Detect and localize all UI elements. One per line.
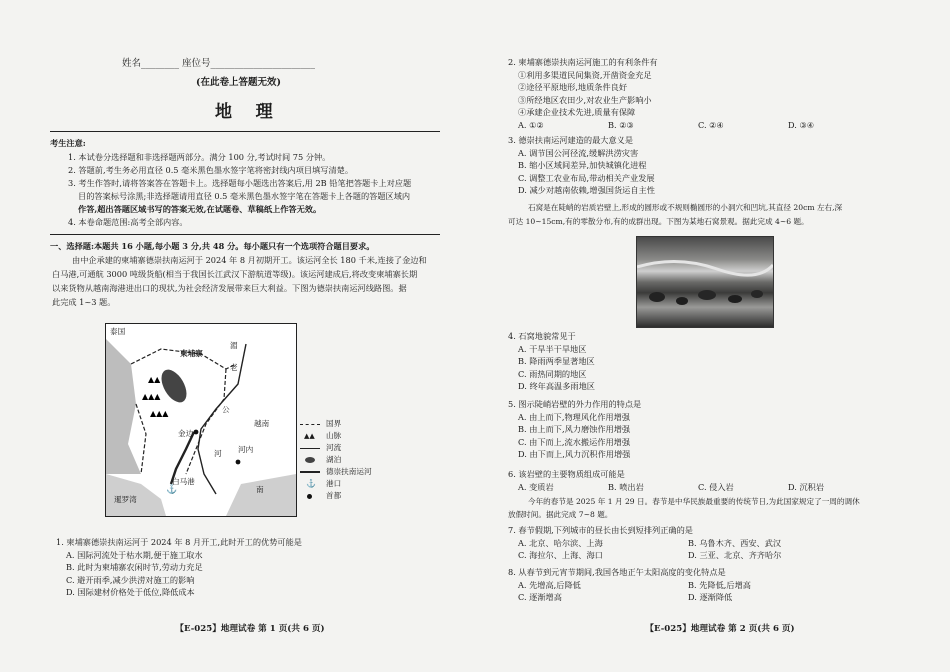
label-mei: 湄 (230, 341, 238, 350)
attention-1: 1. 本试卷分选择题和非选择题两部分。满分 100 分,考试时间 75 分钟。 (68, 152, 331, 162)
q8-options-row-2 (508, 591, 918, 604)
title-divider (50, 131, 440, 132)
label-thailand: 泰国 (110, 327, 126, 336)
q2-option-d[interactable]: D. ③④ (788, 119, 815, 130)
passage-1-line-4: 此完成 1~3 题。 (52, 297, 116, 307)
attention-3b: 目的答案标号涂黑;非选择题请用直径 0.5 毫米黑色墨水签字笔在答题卡上各题的答题区域内 (78, 191, 411, 201)
q2-option-a[interactable]: A. ①② (518, 119, 544, 130)
q2-item-4: ④承建企业技术先进,质量有保障 (518, 107, 636, 118)
q8-option-c[interactable]: C. 逐渐增高 (518, 592, 562, 603)
attention-3c: 作答,超出答题区域书写的答案无效,在试题卷、草稿纸上作答无效。 (78, 204, 322, 214)
q8-option-d[interactable]: D. 逐渐降低 (688, 592, 733, 603)
passage-3-line-1: 今年的春节是 2025 年 1 月 29 日。春节是中华民族最重要的传统节日,为此国家规定了一周的调休 (528, 497, 860, 506)
q5-option-c[interactable]: C. 由下而上,流水搬运作用增强 (518, 436, 631, 447)
question-4 (508, 330, 918, 393)
port-icon: ⚓ (166, 485, 178, 495)
attention-divider (50, 234, 440, 235)
passage-2-line-2: 可达 10~15cm,有的零散分布,有的成群出现。下图为某地石窝景观。据此完成 4~6 题。 (508, 217, 809, 226)
section-1-heading: 一、选择题:本题共 16 小题,每小题 3 分,共 48 分。每小题只有一个选项符合题目要求。 (50, 241, 375, 251)
q8-stem: 8. 从春节到元宵节期间,我国各地正午太阳高度的变化特点是 (508, 567, 726, 577)
q8-options-row-1 (508, 579, 918, 592)
label-nan: 南 (256, 485, 264, 494)
label-he: 河 (214, 449, 222, 458)
passage-1-line-1: 由中企承建的柬埔寨德崇扶南运河于 2024 年 8 月初期开工。该运河全长 180 千米,连接了金边和 (72, 255, 427, 265)
question-5 (508, 398, 918, 461)
label-gulf: 暹罗湾 (114, 495, 137, 504)
q7-option-b[interactable]: B. 乌鲁木齐、西安、武汉 (688, 537, 782, 548)
question-1 (56, 536, 446, 599)
q6-options (508, 481, 918, 494)
phnompenh-dot (194, 430, 199, 435)
q7-option-a[interactable]: A. 北京、哈尔滨、上海 (518, 537, 603, 548)
q2-option-b[interactable]: B. ②③ (608, 119, 634, 130)
passage-1-line-2: 白马港,可通航 3000 吨级货船(相当于我国长江武汉下游航道等级)。该运河建成后,将改变柬埔寨长期 (52, 269, 418, 279)
page-title: 地 理 (215, 102, 273, 122)
label-vietnam: 越南 (254, 419, 270, 428)
name-seat-line: 姓名________ 座位号______________________ (122, 58, 316, 69)
legend-lake: 湖泊 (300, 454, 380, 466)
label-cambodia: 柬埔寨 (180, 349, 203, 358)
border-west (136, 404, 146, 474)
q6-option-c[interactable]: C. 侵入岩 (698, 481, 734, 492)
legend-canal: 德崇扶南运河 (300, 466, 380, 478)
q2-item-3: ③所经地区农田少,对农业生产影响小 (518, 94, 652, 105)
q2-stem: 2. 柬埔寨德崇扶南运河施工的有利条件有 (508, 57, 658, 67)
page-1-footer: 【E-025】地理试卷 第 1 页(共 6 页) (175, 624, 325, 634)
q4-option-b[interactable]: B. 降雨两季显著地区 (518, 356, 595, 367)
q2-options (508, 119, 918, 132)
question-3 (508, 134, 918, 197)
legend-capital: 首都 (300, 490, 380, 502)
q3-option-c[interactable]: C. 调整工农业布局,带动相关产业发展 (518, 172, 655, 183)
legend-port: ⚓ 港口 (306, 479, 342, 488)
q8-option-a[interactable]: A. 先增高,后降低 (518, 579, 581, 590)
q1-stem: 1. 柬埔寨德崇扶南运河于 2024 年 8 月开工,此时开工的优势可能是 (56, 537, 302, 547)
legend-border: 国界 (300, 418, 380, 430)
q7-stem: 7. 春节假期,下列城市的昼长由长到短排列正确的是 (508, 525, 693, 535)
q5-stem: 5. 图示陡峭岩壁的外力作用的特点是 (508, 399, 642, 409)
q4-stem: 4. 石窝地貌常见于 (508, 331, 576, 341)
q1-option-c[interactable]: C. 避开雨季,减少洪涝对施工的影响 (66, 574, 195, 585)
q2-item-2: ②途径平原地形,地质条件良好 (518, 82, 628, 93)
passage-2-line-1: 石窝是在陡峭的岩质岩壁上,形成的圆形或不规则椭圆形的小洞穴和凹坑,其直径 20cm 左右,深 (528, 203, 843, 212)
label-gong: 公 (222, 405, 230, 414)
q4-option-c[interactable]: C. 雨热同期的地区 (518, 368, 587, 379)
photo-texture (637, 237, 773, 327)
attention-2: 2. 答题前,考生务必用直径 0.5 毫米黑色墨水签字笔将密封线内项目填写清楚。 (68, 165, 354, 175)
attention-3: 3. 考生作答时,请将答案答在答题卡上。选择题每小题选出答案后,用 2B 铅笔把答题卡上对应题 (68, 178, 412, 188)
q7-options-row-2 (508, 549, 918, 562)
mountain-2: ▲▲▲ (142, 392, 161, 401)
map-legend (300, 418, 380, 502)
q2-item-1: ①利用多渠道民间集资,开凿资金充足 (518, 69, 652, 80)
q5-option-d[interactable]: D. 由下而上,风力沉积作用增强 (518, 449, 631, 460)
q7-options-row-1 (508, 537, 918, 550)
q3-stem: 3. 德崇扶南运河建造的最大意义是 (508, 135, 634, 145)
answer-notice: (在此卷上答题无效) (196, 77, 281, 88)
tonle-sap-lake (156, 365, 191, 406)
rock-honeycomb-photo (636, 236, 774, 328)
legend-mountain: ▲▲ 山脉 (304, 431, 342, 440)
q7-option-c[interactable]: C. 海拉尔、上海、海口 (518, 550, 603, 561)
q1-option-d[interactable]: D. 国际建材价格处于低位,降低成本 (66, 587, 195, 598)
q1-option-a[interactable]: A. 国际河流处于枯水期,便于施工取水 (66, 549, 203, 560)
label-laos: 老 (230, 363, 238, 372)
question-6 (508, 468, 918, 493)
attention-title: 考生注意: (50, 138, 86, 148)
q3-option-a[interactable]: A. 调节国公河径流,缓解洪涝灾害 (518, 147, 639, 158)
q8-option-b[interactable]: B. 先降低,后增高 (688, 579, 751, 590)
page-2-footer: 【E-025】地理试卷 第 2 页(共 6 页) (645, 624, 795, 634)
q6-option-d[interactable]: D. 沉积岩 (788, 481, 825, 492)
q1-option-b[interactable]: B. 此时为柬埔寨农闲时节,劳动力充足 (66, 562, 203, 573)
q6-stem: 6. 该岩壁的主要物质组成可能是 (508, 469, 625, 479)
q7-option-d[interactable]: D. 三亚、北京、齐齐哈尔 (688, 550, 782, 561)
canal-route-map (105, 323, 297, 517)
label-baima: 白马港 (172, 477, 195, 486)
q5-option-b[interactable]: B. 由上而下,风力磨蚀作用增强 (518, 424, 631, 435)
label-phnompenh: 金边 (178, 429, 194, 438)
q3-option-d[interactable]: D. 减少对越南依赖,增强国货运自主性 (518, 185, 655, 196)
question-2 (508, 56, 918, 132)
mountain-1: ▲▲ (148, 375, 161, 384)
hanoi-dot (236, 460, 241, 465)
mountain-3: ▲▲▲ (150, 409, 169, 418)
attention-4: 4. 本卷命题范围:高考全部内容。 (68, 217, 188, 227)
q2-option-c[interactable]: C. ②④ (698, 119, 724, 130)
thailand-area (106, 339, 141, 474)
label-hanoi: 河内 (238, 445, 254, 454)
q6-option-b[interactable]: B. 喷出岩 (608, 481, 644, 492)
question-8 (508, 566, 918, 604)
legend-river: 河流 (300, 442, 380, 454)
q4-option-a[interactable]: A. 干旱半干旱地区 (518, 343, 587, 354)
q5-option-a[interactable]: A. 由上而下,物理风化作用增强 (518, 411, 630, 422)
passage-3-line-2: 放假时间。据此完成 7~8 题。 (508, 510, 613, 519)
q6-option-a[interactable]: A. 变质岩 (518, 481, 554, 492)
q3-option-b[interactable]: B. 缩小区域间差异,加快城镇化进程 (518, 160, 647, 171)
passage-1-line-3: 以来货物从越南海港进出口的现状,为社会经济发展带来巨大利益。下图为德崇扶南运河线路图。据 (52, 283, 407, 293)
question-7 (508, 524, 918, 562)
q4-option-d[interactable]: D. 终年高温多雨地区 (518, 381, 595, 392)
